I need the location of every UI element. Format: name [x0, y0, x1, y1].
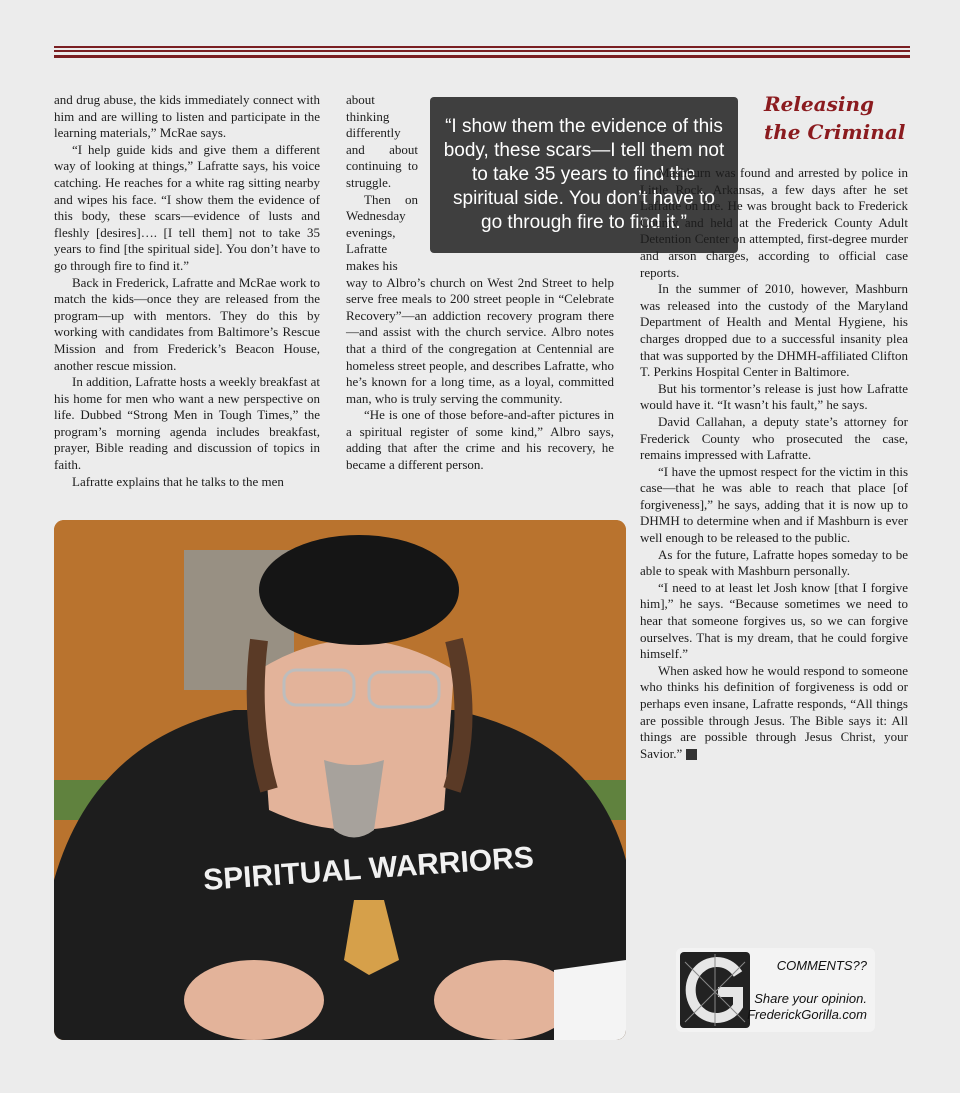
paragraph: Lafratte explains that he talks to the men	[72, 473, 284, 489]
paragraph: Back in Frederick, Lafratte and McRae work to match the kids—once they are released from the program—up with mentors. They do this by working with candidates from Baltimore’s Rescue Mission and from Frederick’s Beacon House, another rescue mission.	[54, 274, 320, 373]
comments-heading: COMMENTS??	[776, 958, 867, 973]
header-rule	[54, 55, 910, 58]
shirt-text: SPIRITUAL WARRIORS	[202, 840, 535, 897]
comments-badge[interactable]	[676, 948, 875, 1032]
paragraph: and drug abuse, the kids immediately connect with him and are willing to listen and participate in the learning materials,” McRae says.	[54, 92, 320, 141]
header-rule	[54, 50, 910, 52]
article-column-3	[640, 165, 908, 762]
end-mark-icon	[686, 749, 697, 760]
paragraph: In the summer of 2010, however, Mashburn was released into the custody of the Maryland Department of Health and Mental Hygiene, his charges dropped due to a successful insanity plea that was supported by the DHMH-affiliated Clifton T. Perkins Hospital Center in Baltimore.	[640, 281, 908, 380]
paragraph	[640, 663, 908, 763]
paragraph: “He is one of those before-and-after pictures in a spiritual register of some kind,” Albro says, adding that after the crime and his recovery, he became a different person.	[346, 407, 614, 473]
paragraph: Then on Wednesday evenings, Lafratte makes his	[346, 191, 418, 273]
header-rule	[54, 46, 910, 48]
paragraph: But his tormentor’s release is just how Lafratte would have it. “It wasn’t his fault,” he says.	[640, 380, 908, 413]
paragraph: As for the future, Lafratte hopes someday to be able to speak with Mashburn personally.	[640, 546, 908, 579]
paragraph: “I help guide kids and give them a different way of looking at things,” Lafratte says, his voice catching. He reaches for a white rag sitting nearby and wipes his face. “I show them the evidence of this body, these scars—evidence of lusts and fleshly [desires]…. [I tell them] not to take 35 years to find [the spiritual side]. You don’t have to go through fire to find it.”	[54, 141, 320, 273]
paragraph-text: When asked how he would respond to someone who thinks his definition of forgiveness is odd or perhaps even insane, Lafratte responds, “All things are possible through Jesus. The Bible says it: All things are possible through Jesus Christ, your Savior.”	[640, 662, 908, 761]
comments-link[interactable]: FrederickGorilla.com	[747, 1007, 867, 1022]
pull-quote-text: “I show them the evidence of this body, these scars—I tell them not to take 35 years to find the spiritual side. You don’t have to go through fire to find it.”	[443, 116, 725, 233]
paragraph: “I need to at least let Josh know [that I forgive him],” he says. “Because sometimes we need to hear that someone forgives us, so we can forgive ourselves. That is my dream, that he could forgive himself.”	[640, 579, 908, 662]
article-column-1	[54, 92, 320, 490]
portrait-illustration	[54, 520, 626, 1040]
paragraph: In addition, Lafratte hosts a weekly breakfast at his home for men who want a new perspective on life. Dubbed “Strong Men in Tough Times,” the program’s morning agenda includes breakfast, prayer, Bible reading and discussion of topics in faith.	[54, 374, 320, 473]
paragraph: David Callahan, a deputy state’s attorney for Frederick County who prosecuted the case, remains impressed with Lafratte.	[640, 413, 908, 463]
portrait-photo	[54, 520, 626, 1040]
paragraph: “I have the upmost respect for the victim in this case—that he was able to reach that place [of forgiveness],” he says, adding that it is now up to DHMH to determine when and if Mashburn is ever well enough to be released to the public.	[640, 463, 908, 546]
section-headline: Releasing the Criminal	[764, 92, 906, 144]
paragraph: Mashburn was found and arrested by police in Little Rock, Arkansas, a few days after he set Lafratte on fire. He was brought back to Frederick County and held at the Frederick County Adult Detention Center on attempted, first-degree murder and arson charges, according to official case reports.	[640, 165, 908, 280]
paragraph: about thinking differently and about continuing to struggle.	[346, 92, 418, 190]
comments-prompt: Share your opinion.	[754, 991, 867, 1006]
gorilla-logo-icon	[680, 952, 750, 1028]
paragraph: way to Albro’s church on West 2nd Street to help serve free meals to 200 street people in “Celebrate Recovery”—an addiction recovery program there—and assist with the church service. Albro notes that a third of the congregation at Centennial are homeless street people, and describes Lafratte, who he’s known for a long time, as a loyal, committed man, who is truly serving the community.	[346, 274, 614, 406]
